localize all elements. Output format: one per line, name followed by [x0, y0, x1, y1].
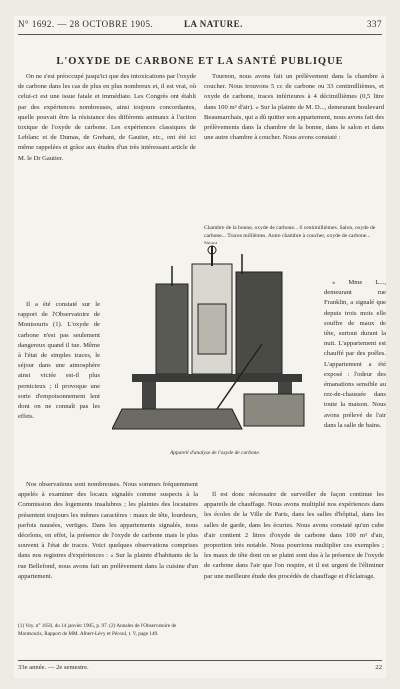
wrap-column-left: [18, 300, 100, 480]
article-column-right: [204, 72, 384, 220]
body-column-right: [204, 490, 384, 660]
apparatus-illustration: [112, 244, 318, 448]
issue-number: N° 1692. — 28 OCTOBRE 1905.: [18, 19, 154, 29]
page: [14, 16, 386, 678]
signature-mark: 22: [375, 664, 382, 671]
volume-label: 33e année. — 2e semestre.: [18, 664, 89, 671]
footer-rule: [18, 660, 382, 661]
header-rule: [18, 34, 382, 35]
footnotes: (1) Voy. n° 1650, du 14 janvier 1905, p. 97. (2) Annales de l'Observatoire de Montsouris, Rapport de MM. Albert-Lévy et Pécoul, t. V, page 149.: [18, 623, 177, 637]
body-column-left: [18, 480, 198, 620]
page-number: 337: [367, 19, 382, 29]
measurement-note: Chambre de la bonne, oxyde de carbone... 6 centimillièmes. Salon, oxyde de carbone... Traces millièmes. Autre chambre à coucher, oxyde de carbone...: [204, 225, 376, 239]
article-title: L'OXYDE DE CARBONE ET LA SANTÉ PUBLIQUE: [56, 56, 344, 67]
paragraph: Il est donc nécessaire de surveiller de façon continue les appareils de chauffage. Nous avons multiplié nos expériences dans les écoles de la Ville de Paris, dans les salles d'hôpital, dans les salles de garde, dans les écuries. Nous avons constaté qu'un cube d'air contient 2 litres d'oxyde de carbone dans 100 m³ d'air, proportion très notable. Nous pourrions multiplier ces exemples ; les maux de tête dont on se plaint sont dus à la présence de l'oxyde de carbone dans l'air que l'on respire, et il est urgent de l'éliminer par une meilleure étude des procédés de chauffage et d'éclairage.: [204, 491, 384, 580]
figure-caption: Appareil d'analyse de l'oxyde de carbone.: [169, 450, 261, 456]
paragraph: « Mme L..., demeurant rue Franklin, a signalé que depuis trois mois elle souffre de maux de tête, surtout durant la nuit. L'appartement est chauffé par des poêles. L'appartement a été exposé : l'odeur des émanations sensible au rez-de-chaussée dans toute la maison. Nous avons prélevé de l'air dans la salle de bains.: [324, 279, 386, 429]
magazine-name: LA NATURE.: [184, 19, 243, 29]
paragraph: Tournon, nous avons fait un prélèvement dans la chambre à coucher. Nous trouvons 5 cc de carbone ou 33 centimillièmes, et oxyde de carbone, traces inférieures à 4 décimillièmes (0,5 litre dans 100 m³ d'air). « Sur la plainte de M. D..., demeurant boulevard Beaumarchais, qui a dû quitter son appartement, nous avons fait des prélèvements dans la chambre de la bonne, dans le salon et dans une autre chambre à coucher. Nous avons constaté :: [204, 73, 384, 142]
running-header: [14, 16, 386, 32]
paragraph: Nos observations sont nombreuses. Nous sommes fréquemment appelés à examiner des locaux signalés comme suspects à la Commission des logements insalubres ; les plaintes des locataires présentent toujours les mêmes caractères : maux de tête, lourdeurs, parfois nausées, vertiges. Dans les appartements signalés, nous décelons, en effet, la présence de l'oxyde de carbone mais le plus souvent à l'état de traces. Voici quelques observations comprises dans nos registres d'expériences : « Sur la plainte d'habitants de la rue Bellefond, nous avons fait un prélèvement dans la cuisine d'un appartement.: [18, 481, 198, 580]
paragraph: On ne s'est préoccupé jusqu'ici que des intoxications par l'oxyde de carbone dans les cas de plus en plus nombreux et, il est vrai, où celui-ci est une issue fatale et immédiate. Les Congrès ont établi par des expériences nombreuses, ainsi toujours concordantes, quelle pouvait être la résistance des différents animaux à l'action toxique de l'oxyde de carbone. Les expériences classiques de Leblanc et de Dumas, de Grehant, de Gautier, etc., ont été ici même rappelées et grâce aux études d'un très intéressant article de M. le Dr Gautier.: [18, 73, 196, 162]
wrap-column-right: [324, 278, 386, 488]
paragraph: Il a été constaté sur le rapport de l'Observatoire de Montsouris (1). L'oxyde de carbone n'est pas seulement dangereux quand il tue. Même à l'état de simples traces, le séjour dans une atmosphère ainsi viciée est-il plus pernicieux ; il provoque une sorte d'empoisonnement lent dont on ne connaît pas les effets.: [18, 301, 100, 421]
